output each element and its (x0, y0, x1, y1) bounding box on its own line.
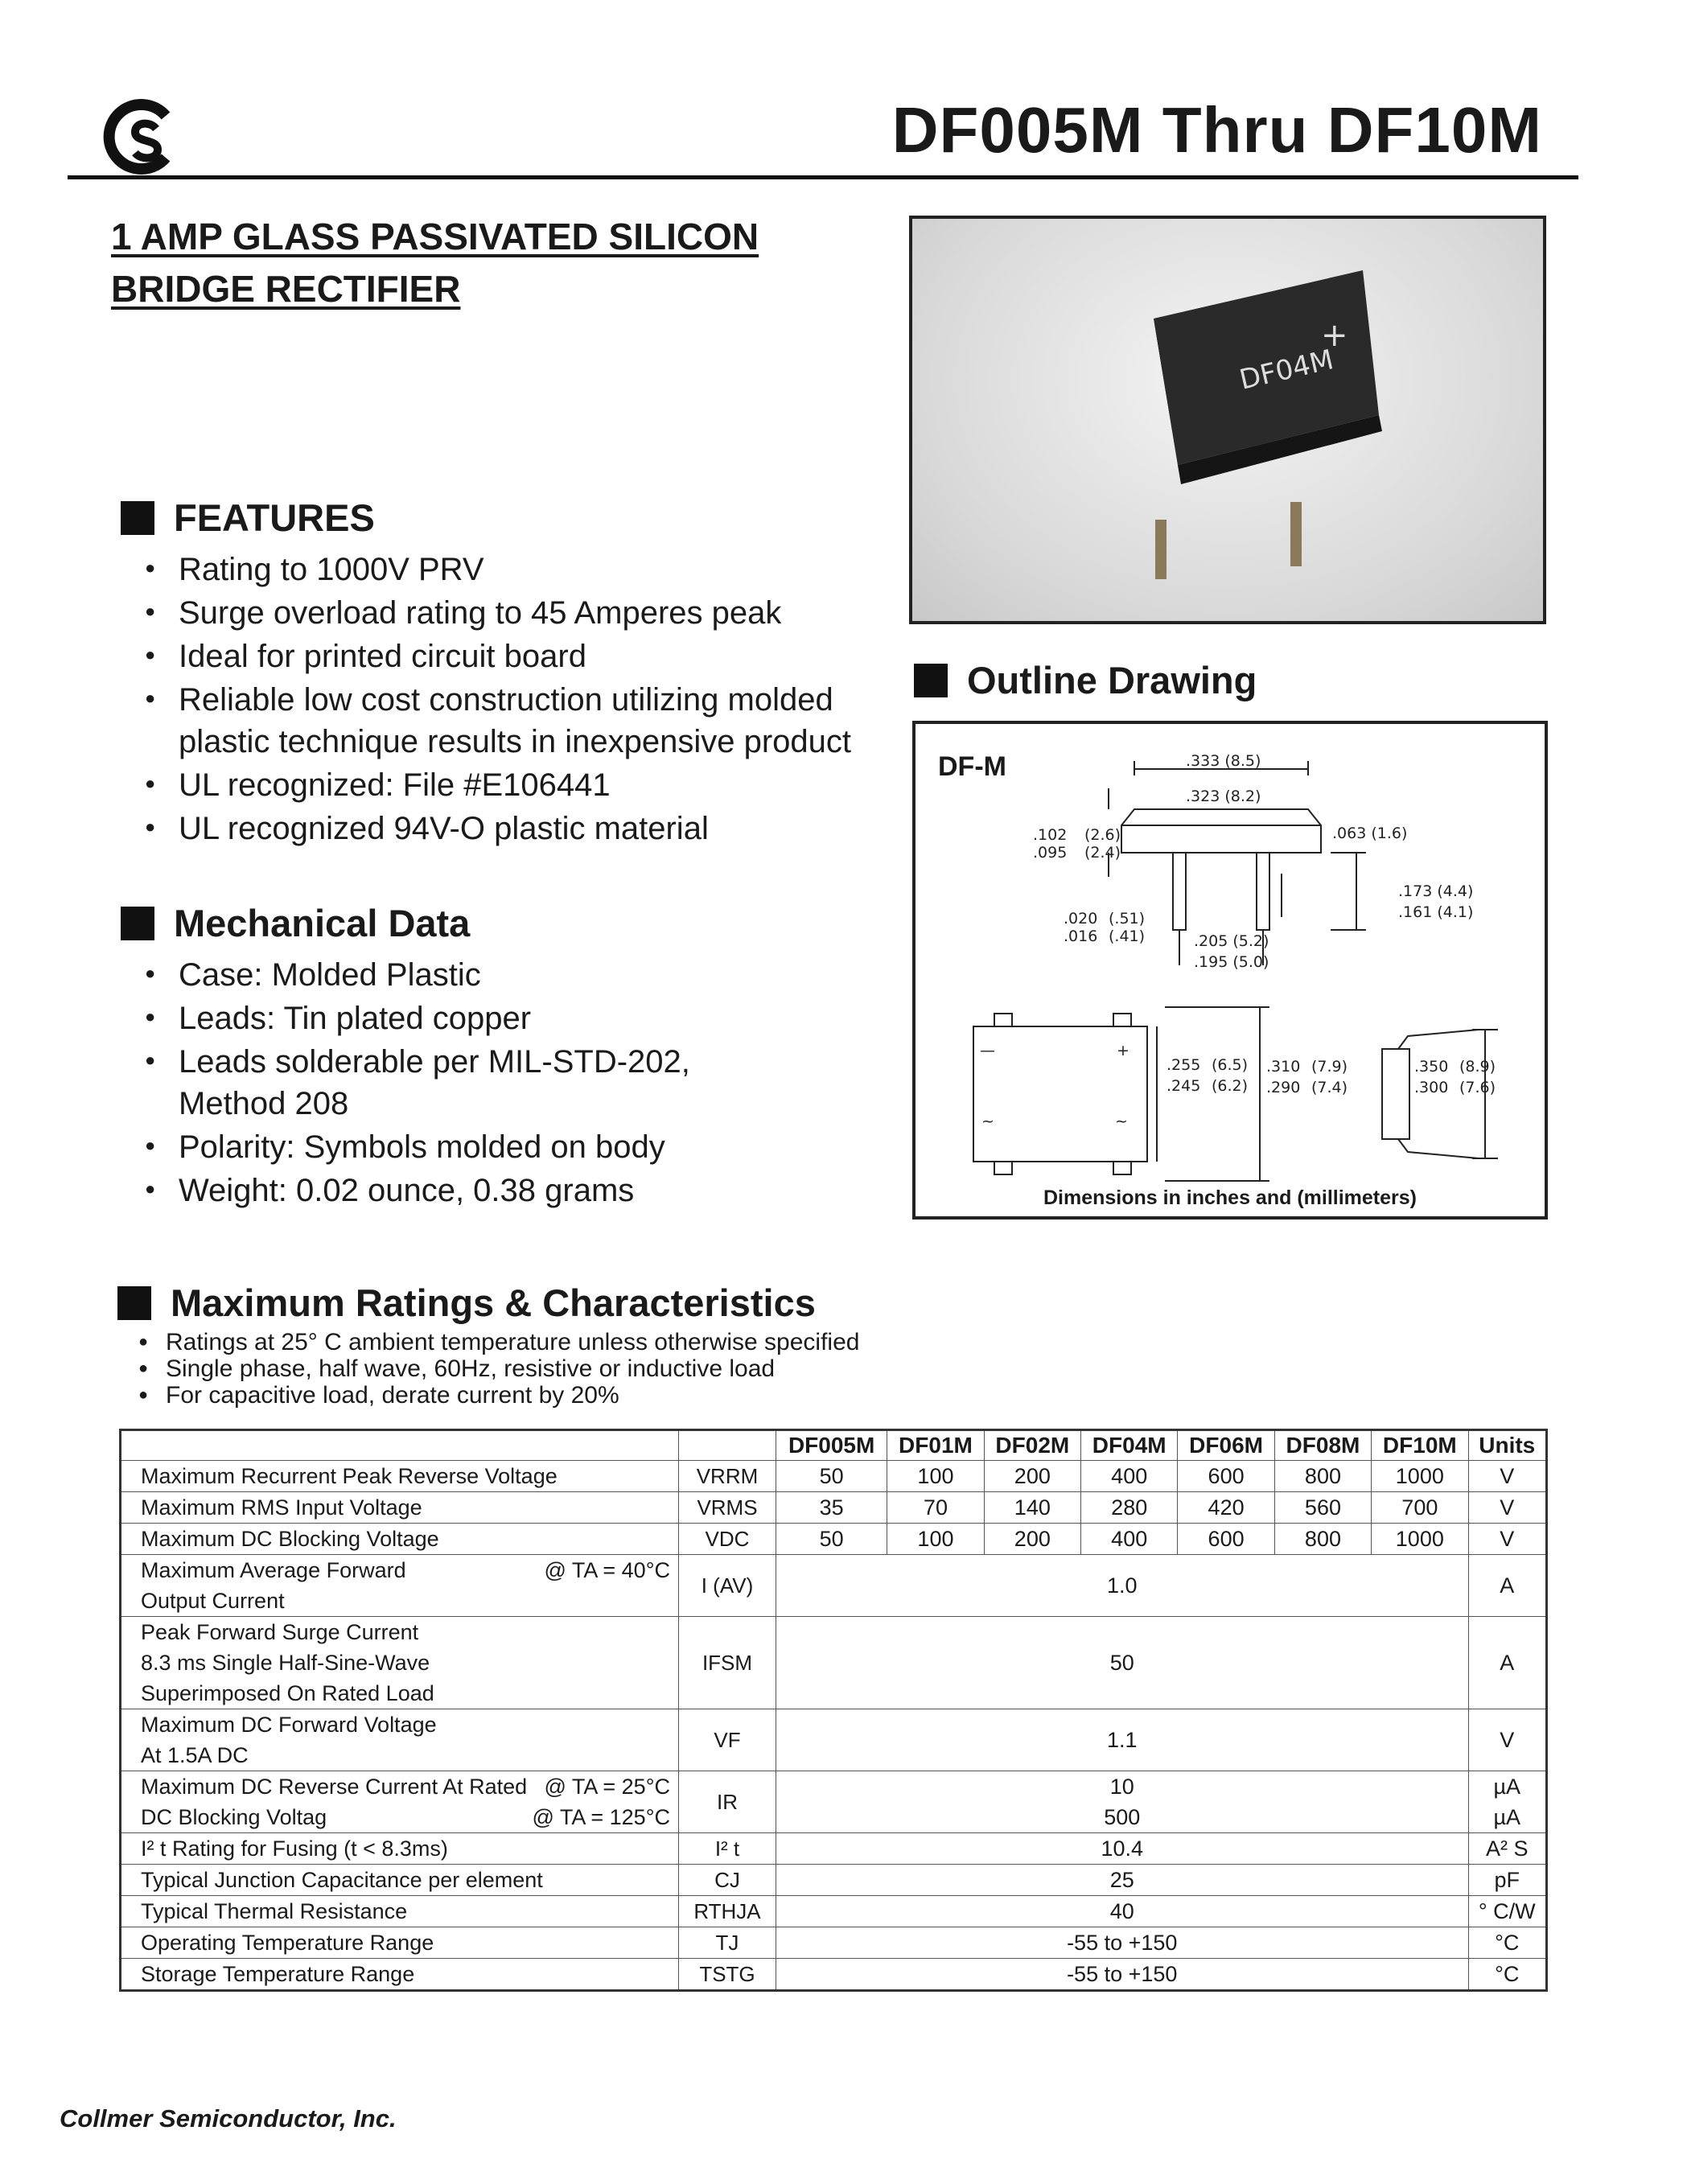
dim-label: (2.4) (1084, 844, 1121, 862)
table-cell: 600 (1178, 1524, 1274, 1555)
table-row (121, 1833, 1547, 1865)
ifsm-line-3: Superimposed On Rated Load (141, 1681, 434, 1705)
table-cell: IFSM (679, 1617, 776, 1709)
subtitle-line-1: 1 AMP GLASS PASSIVATED SILICON (111, 216, 759, 257)
ratings-heading (117, 1281, 816, 1325)
table-cell: 100 (887, 1524, 984, 1555)
mechanical-list (121, 954, 764, 1213)
table-cell: 35 (776, 1492, 887, 1524)
table-cell: Maximum RMS Input Voltage (121, 1492, 679, 1524)
table-cell: I² t (679, 1833, 776, 1865)
table-cell: V (1468, 1524, 1546, 1555)
list-item: ● Weight: 0.02 ounce, 0.38 grams (121, 1170, 764, 1211)
list-item: ● For capacitive load, derate current by 20% (121, 1382, 1086, 1409)
table-cell: VRMS (679, 1492, 776, 1524)
table-cell: TJ (679, 1927, 776, 1959)
table-cell: 40 (776, 1896, 1469, 1927)
table-row (121, 1617, 1547, 1709)
table-cell: °C (1468, 1959, 1546, 1991)
ir-condition: @ TA = 125°C (532, 1805, 670, 1829)
table-cell (121, 1617, 679, 1709)
dim-label: (2.6) (1084, 826, 1121, 844)
table-cell: I² t Rating for Fusing (t < 8.3ms) (121, 1833, 679, 1865)
ir-line-1 (141, 1771, 673, 1802)
ir-value-125c: 500 (1104, 1805, 1141, 1829)
table-header-cell (679, 1430, 776, 1461)
table-cell: CJ (679, 1865, 776, 1896)
table-cell: Maximum DC Blocking Voltage (121, 1524, 679, 1555)
dim-label: .095 (1033, 844, 1068, 862)
table-row (121, 1865, 1547, 1896)
table-cell: 420 (1178, 1492, 1274, 1524)
iav-line-2: Output Current (141, 1589, 285, 1613)
dim-label: .016 (1064, 927, 1098, 945)
dim-label: .102 (1033, 826, 1068, 844)
list-item: ● Rating to 1000V PRV (121, 549, 893, 590)
table-header-cell (121, 1430, 679, 1461)
table-cell: Storage Temperature Range (121, 1959, 679, 1991)
table-cell: 560 (1274, 1492, 1371, 1524)
dim-label: .020 (1064, 910, 1098, 927)
table-cell: I (AV) (679, 1555, 776, 1617)
table-cell: Typical Thermal Resistance (121, 1896, 679, 1927)
table-cell: pF (1468, 1865, 1546, 1896)
dim-label: .173 (4.4) (1398, 882, 1474, 900)
dim-label: .350 (1414, 1058, 1449, 1076)
dim-label: (6.2) (1212, 1077, 1249, 1095)
list-item: ● Reliable low cost construction utilizing molded plastic technique results in inexpensive product (121, 679, 893, 763)
table-header-row (121, 1430, 1547, 1461)
photo-plus-mark: + (1321, 317, 1348, 354)
section-bullet-icon (117, 1286, 151, 1320)
dim-label: (7.9) (1311, 1058, 1348, 1076)
table-cell: A (1468, 1617, 1546, 1709)
table-cell: 1.0 (776, 1555, 1469, 1617)
table-header-cell: DF005M (776, 1430, 887, 1461)
dim-label: (.41) (1109, 927, 1146, 945)
product-photo (909, 216, 1546, 624)
ir-unit: µA (1493, 1805, 1521, 1829)
table-cell: Maximum Recurrent Peak Reverse Voltage (121, 1461, 679, 1492)
ac-symbol: ~ (1115, 1113, 1128, 1130)
dim-label: (7.4) (1311, 1079, 1348, 1096)
list-item: ● Polarity: Symbols molded on body (121, 1126, 764, 1168)
features-heading (121, 496, 375, 540)
dim-label: .205 (5.2) (1194, 932, 1269, 950)
table-header-cell: DF02M (984, 1430, 1080, 1461)
dim-label: .195 (5.0) (1194, 953, 1269, 971)
table-cell: A (1468, 1555, 1546, 1617)
features-heading-text: FEATURES (174, 496, 375, 539)
table-cell: 50 (776, 1524, 887, 1555)
dim-label: (6.5) (1212, 1056, 1249, 1074)
table-cell (121, 1709, 679, 1771)
table-header-cell: DF08M (1274, 1430, 1371, 1461)
table-cell: °C (1468, 1927, 1546, 1959)
table-row (121, 1524, 1547, 1555)
iav-condition: @ TA = 40°C (544, 1558, 670, 1582)
table-cell: 800 (1274, 1524, 1371, 1555)
table-cell: IR (679, 1771, 776, 1833)
table-cell: 600 (1178, 1461, 1274, 1492)
list-item: ● Single phase, half wave, 60Hz, resistive or inductive load (121, 1355, 1086, 1382)
outline-diagram (916, 724, 1545, 1182)
dim-label: (8.9) (1459, 1058, 1496, 1076)
table-cell: 50 (776, 1461, 887, 1492)
part-marking: DF04M (1236, 343, 1337, 397)
dim-label: .323 (8.2) (1186, 788, 1261, 805)
ac-symbol: ~ (981, 1113, 994, 1130)
footer-company: Collmer Semiconductor, Inc. (60, 2104, 397, 2133)
ir-unit: µA (1493, 1775, 1521, 1799)
section-bullet-icon (914, 664, 948, 697)
list-item: ● Case: Molded Plastic (121, 954, 764, 996)
table-cell: 1.1 (776, 1709, 1469, 1771)
table-cell: VRRM (679, 1461, 776, 1492)
list-item: ● Ratings at 25° C ambient temperature unless otherwise specified (121, 1329, 1086, 1355)
table-row (121, 1709, 1547, 1771)
outline-heading (914, 658, 1257, 702)
iav-desc: Maximum Average Forward (141, 1558, 406, 1582)
table-header-cell: DF04M (1081, 1430, 1178, 1461)
table-cell: Operating Temperature Range (121, 1927, 679, 1959)
table-cell: 50 (776, 1617, 1469, 1709)
table-row (121, 1771, 1547, 1833)
table-cell: V (1468, 1709, 1546, 1771)
dimensions-caption: Dimensions in inches and (millimeters) (1043, 1187, 1417, 1209)
table-cell: 800 (1274, 1461, 1371, 1492)
table-cell: 140 (984, 1492, 1080, 1524)
header-rule (68, 175, 1578, 179)
table-cell: 10.4 (776, 1833, 1469, 1865)
ifsm-line-2: 8.3 ms Single Half-Sine-Wave (141, 1651, 430, 1675)
table-cell: 1000 (1372, 1461, 1468, 1492)
ratings-notes (121, 1329, 1086, 1409)
table-header-cell: Units (1468, 1430, 1546, 1461)
dim-label: .161 (4.1) (1398, 903, 1474, 921)
dim-label: .300 (1414, 1079, 1449, 1096)
table-cell: ° C/W (1468, 1896, 1546, 1927)
ir-value-25c: 10 (1109, 1775, 1134, 1799)
product-subtitle (111, 211, 759, 315)
ir-desc: Maximum DC Reverse Current At Rated (141, 1775, 528, 1799)
outline-drawing (912, 721, 1548, 1220)
table-cell: 700 (1372, 1492, 1468, 1524)
section-bullet-icon (121, 907, 154, 940)
table-cell: 280 (1081, 1492, 1178, 1524)
list-item: ● UL recognized: File #E106441 (121, 764, 893, 806)
outline-heading-text: Outline Drawing (967, 659, 1257, 701)
table-cell: 200 (984, 1461, 1080, 1492)
table-row (121, 1555, 1547, 1617)
list-item: ● Ideal for printed circuit board (121, 635, 893, 677)
table-cell: 25 (776, 1865, 1469, 1896)
dim-label: .333 (8.5) (1186, 752, 1261, 770)
dim-label: .290 (1266, 1079, 1301, 1096)
table-cell: VDC (679, 1524, 776, 1555)
list-item: ● UL recognized 94V-O plastic material (121, 808, 893, 849)
vf-line-2: At 1.5A DC (141, 1743, 249, 1767)
ratings-heading-text: Maximum Ratings & Characteristics (171, 1281, 816, 1324)
table-header-cell: DF10M (1372, 1430, 1468, 1461)
table-header-cell: DF06M (1178, 1430, 1274, 1461)
dim-label: .245 (1166, 1077, 1201, 1095)
table-cell: RTHJA (679, 1896, 776, 1927)
mechanical-heading (121, 901, 470, 945)
list-item: ● Leads: Tin plated copper (121, 997, 764, 1039)
ratings-table (119, 1429, 1548, 1992)
table-cell: V (1468, 1492, 1546, 1524)
table-row (121, 1492, 1547, 1524)
table-row (121, 1959, 1547, 1991)
list-item: ● Leads solderable per MIL-STD-202, Method 208 (121, 1041, 764, 1125)
mechanical-heading-text: Mechanical Data (174, 902, 471, 944)
company-logo (103, 98, 180, 175)
features-list (121, 549, 893, 851)
minus-symbol: — (980, 1042, 995, 1059)
table-cell (1468, 1771, 1546, 1833)
table-cell: A² S (1468, 1833, 1546, 1865)
table-cell (776, 1771, 1469, 1833)
table-cell (121, 1555, 679, 1617)
package-name: DF-M (938, 751, 1006, 782)
subtitle-line-2: BRIDGE RECTIFIER (111, 268, 461, 310)
table-row (121, 1927, 1547, 1959)
table-cell: TSTG (679, 1959, 776, 1991)
table-cell: 400 (1081, 1524, 1178, 1555)
table-cell (121, 1771, 679, 1833)
page-title: DF005M Thru DF10M (891, 94, 1542, 166)
ir-condition: @ TA = 25°C (544, 1775, 670, 1799)
table-cell: 200 (984, 1524, 1080, 1555)
table-row (121, 1461, 1547, 1492)
table-cell: 1000 (1372, 1524, 1468, 1555)
dim-label: .255 (1166, 1056, 1201, 1074)
list-item: ● Surge overload rating to 45 Amperes peak (121, 592, 893, 634)
dim-label: (7.6) (1459, 1079, 1496, 1096)
ir-line-2 (141, 1802, 673, 1832)
table-cell: VF (679, 1709, 776, 1771)
dim-label: .310 (1266, 1058, 1301, 1076)
table-cell: -55 to +150 (776, 1959, 1469, 1991)
table-header-cell: DF01M (887, 1430, 984, 1461)
dim-label: .063 (1.6) (1332, 825, 1408, 842)
plus-symbol: + (1117, 1042, 1129, 1059)
table-cell: V (1468, 1461, 1546, 1492)
ir-desc: DC Blocking Voltag (141, 1805, 327, 1829)
dim-label: (.51) (1109, 910, 1146, 927)
vf-line-1: Maximum DC Forward Voltage (141, 1713, 437, 1737)
table-cell: -55 to +150 (776, 1927, 1469, 1959)
table-cell: 70 (887, 1492, 984, 1524)
table-cell: 100 (887, 1461, 984, 1492)
table-row (121, 1896, 1547, 1927)
table-cell: Typical Junction Capacitance per element (121, 1865, 679, 1896)
ifsm-line-1: Peak Forward Surge Current (141, 1620, 419, 1644)
table-cell: 400 (1081, 1461, 1178, 1492)
iav-line-1 (141, 1555, 673, 1586)
section-bullet-icon (121, 501, 154, 535)
